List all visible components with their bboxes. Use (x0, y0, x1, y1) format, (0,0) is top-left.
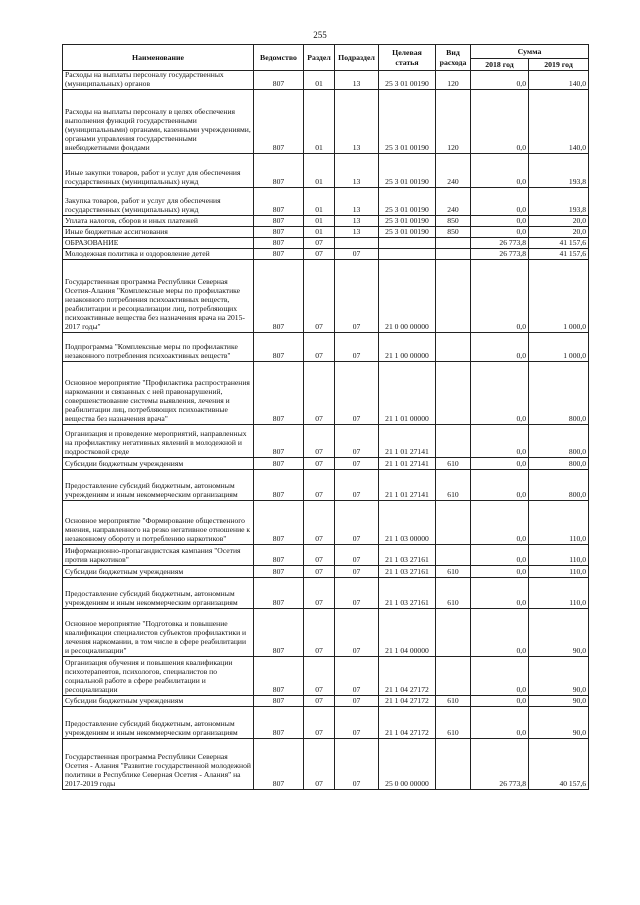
row-name-cell: Предоставление субсидий бюджетным, автономным учреждениям и иным некоммерческим организациям (63, 470, 254, 501)
row-subsection-cell: 07 (335, 566, 379, 578)
row-target-cell: 25 0 00 00000 (379, 739, 436, 790)
row-expense-type-cell: 610 (436, 458, 471, 470)
row-subsection-cell: 07 (335, 707, 379, 739)
row-dept-cell: 807 (254, 696, 304, 707)
row-subsection-cell: 07 (335, 362, 379, 425)
row-2018-cell: 0,0 (471, 188, 529, 216)
row-section-cell: 07 (304, 501, 335, 545)
table-row (63, 90, 589, 154)
table-row (63, 470, 589, 501)
row-name-cell: Основное мероприятие "Подготовка и повышение квалификации специалистов субъектов профилактики и лечения наркомании, в том числе в сфере реабилитации и ресоциализации" (63, 609, 254, 657)
row-expense-type-cell: 610 (436, 707, 471, 739)
header-subsection: Подраздел (335, 45, 379, 71)
row-section-cell: 07 (304, 739, 335, 790)
row-dept-cell: 807 (254, 501, 304, 545)
row-expense-type-cell: 120 (436, 90, 471, 154)
row-2018-cell: 0,0 (471, 609, 529, 657)
row-2019-cell: 140,0 (529, 71, 589, 90)
header-section: Раздел (304, 45, 335, 71)
row-2019-cell: 800,0 (529, 458, 589, 470)
row-name-cell: Основное мероприятие "Профилактика распространения наркомании и связанных с ней правонарушений, совершенствование системы выявления, лечения и реабилитации лиц, потребляющих психоактивные вещества без назначения врача" (63, 362, 254, 425)
row-subsection-cell: 07 (335, 333, 379, 362)
row-dept-cell: 807 (254, 470, 304, 501)
row-target-cell (379, 238, 436, 249)
row-dept-cell: 807 (254, 260, 304, 333)
header-2019: 2019 год (529, 59, 589, 71)
row-name-cell: Молодежная политика и оздоровление детей (63, 249, 254, 260)
row-2019-cell: 20,0 (529, 227, 589, 238)
row-section-cell: 01 (304, 188, 335, 216)
header-sum: Сумма (471, 45, 589, 59)
row-expense-type-cell: 240 (436, 154, 471, 188)
row-expense-type-cell (436, 362, 471, 425)
row-subsection-cell: 13 (335, 227, 379, 238)
row-name-cell: Государственная программа Республики Северная Осетия-Алания "Комплексные меры по профилактике незаконного потребления психоактивных веществ, реабилитации и ресоциализации лиц, потребляющих психоактивные вещества без назначения врача на 2015-2017 годы" (63, 260, 254, 333)
row-section-cell: 01 (304, 71, 335, 90)
row-name-cell: ОБРАЗОВАНИЕ (63, 238, 254, 249)
row-name-cell: Расходы на выплаты персоналу государственных (муниципальных) органов (63, 71, 254, 90)
row-subsection-cell: 07 (335, 609, 379, 657)
row-2019-cell: 800,0 (529, 362, 589, 425)
row-dept-cell: 807 (254, 458, 304, 470)
table-row (63, 739, 589, 790)
row-2019-cell: 110,0 (529, 501, 589, 545)
row-2018-cell: 0,0 (471, 362, 529, 425)
header-name: Наименование (63, 45, 254, 71)
row-subsection-cell: 07 (335, 657, 379, 696)
row-target-cell: 25 3 01 00190 (379, 154, 436, 188)
row-target-cell: 21 1 01 27141 (379, 425, 436, 458)
row-expense-type-cell (436, 260, 471, 333)
row-target-cell: 21 1 04 27172 (379, 707, 436, 739)
row-dept-cell: 807 (254, 71, 304, 90)
row-expense-type-cell (436, 739, 471, 790)
row-section-cell: 07 (304, 260, 335, 333)
row-subsection-cell: 13 (335, 71, 379, 90)
row-target-cell (379, 249, 436, 260)
row-2019-cell: 90,0 (529, 696, 589, 707)
row-expense-type-cell: 850 (436, 227, 471, 238)
page-number: 255 (313, 30, 327, 40)
row-2019-cell: 800,0 (529, 425, 589, 458)
row-target-cell: 21 1 03 00000 (379, 501, 436, 545)
header-dept: Ведомство (254, 45, 304, 71)
header-target: Целевая статья (379, 45, 436, 71)
row-expense-type-cell: 610 (436, 470, 471, 501)
row-name-cell: Государственная программа Республики Северная Осетия - Алания "Развитие государственной молодежной политики в Республике Северная Осетия - Алания" на 2017-2019 годы (63, 739, 254, 790)
budget-table (62, 44, 589, 790)
table-row (63, 216, 589, 227)
row-2018-cell: 26 773,8 (471, 739, 529, 790)
row-subsection-cell: 07 (335, 578, 379, 609)
table-row (63, 154, 589, 188)
row-expense-type-cell: 850 (436, 216, 471, 227)
row-2019-cell: 1 000,0 (529, 260, 589, 333)
row-target-cell: 25 3 01 00190 (379, 71, 436, 90)
row-2019-cell: 90,0 (529, 609, 589, 657)
row-subsection-cell: 13 (335, 90, 379, 154)
row-target-cell: 21 1 04 27172 (379, 696, 436, 707)
row-subsection-cell: 07 (335, 249, 379, 260)
row-section-cell: 01 (304, 216, 335, 227)
row-2019-cell: 90,0 (529, 657, 589, 696)
row-target-cell: 25 3 01 00190 (379, 90, 436, 154)
row-target-cell: 21 1 04 27172 (379, 657, 436, 696)
row-2018-cell: 0,0 (471, 707, 529, 739)
row-2019-cell: 800,0 (529, 470, 589, 501)
table-row (63, 501, 589, 545)
row-2019-cell: 41 157,6 (529, 238, 589, 249)
row-subsection-cell (335, 238, 379, 249)
row-dept-cell: 807 (254, 657, 304, 696)
row-dept-cell: 807 (254, 707, 304, 739)
row-2018-cell: 0,0 (471, 333, 529, 362)
row-name-cell: Иные закупки товаров, работ и услуг для обеспечения государственных (муниципальных) нужд (63, 154, 254, 188)
row-2019-cell: 41 157,6 (529, 249, 589, 260)
header-expense-type: Вид расхода (436, 45, 471, 71)
row-target-cell: 25 3 01 00190 (379, 216, 436, 227)
row-name-cell: Субсидии бюджетным учреждениям (63, 566, 254, 578)
row-target-cell: 25 3 01 00190 (379, 227, 436, 238)
row-name-cell: Подпрограмма "Комплексные меры по профилактике незаконного потребления психоактивных веществ" (63, 333, 254, 362)
row-expense-type-cell (436, 333, 471, 362)
row-subsection-cell: 07 (335, 501, 379, 545)
row-2019-cell: 110,0 (529, 566, 589, 578)
row-target-cell: 21 1 04 00000 (379, 609, 436, 657)
row-subsection-cell: 07 (335, 545, 379, 566)
table-row (63, 609, 589, 657)
row-name-cell: Иные бюджетные ассигнования (63, 227, 254, 238)
row-2019-cell: 20,0 (529, 216, 589, 227)
row-2018-cell: 0,0 (471, 545, 529, 566)
row-2018-cell: 0,0 (471, 578, 529, 609)
row-expense-type-cell (436, 657, 471, 696)
row-expense-type-cell (436, 425, 471, 458)
row-subsection-cell: 07 (335, 260, 379, 333)
row-dept-cell: 807 (254, 333, 304, 362)
table-row (63, 458, 589, 470)
row-section-cell: 07 (304, 470, 335, 501)
header-2018: 2018 год (471, 59, 529, 71)
row-name-cell: Информационно-пропагандистская кампания "Осетия против наркотиков" (63, 545, 254, 566)
row-section-cell: 07 (304, 696, 335, 707)
row-subsection-cell: 13 (335, 154, 379, 188)
row-expense-type-cell: 610 (436, 696, 471, 707)
row-2018-cell: 0,0 (471, 71, 529, 90)
row-2019-cell: 1 000,0 (529, 333, 589, 362)
row-2019-cell: 110,0 (529, 545, 589, 566)
row-subsection-cell: 13 (335, 216, 379, 227)
row-dept-cell: 807 (254, 425, 304, 458)
row-target-cell: 21 0 00 00000 (379, 260, 436, 333)
row-section-cell: 01 (304, 90, 335, 154)
row-subsection-cell: 07 (335, 696, 379, 707)
table-row (63, 260, 589, 333)
row-name-cell: Организация и проведение мероприятий, направленных на профилактику негативных явлений в молодежной и подростковой среде (63, 425, 254, 458)
table-row (63, 227, 589, 238)
row-2018-cell: 0,0 (471, 90, 529, 154)
row-target-cell: 21 1 00 00000 (379, 333, 436, 362)
row-section-cell: 07 (304, 566, 335, 578)
row-target-cell: 21 1 03 27161 (379, 578, 436, 609)
row-section-cell: 07 (304, 458, 335, 470)
table-row (63, 362, 589, 425)
table-row (63, 566, 589, 578)
row-subsection-cell: 07 (335, 739, 379, 790)
row-expense-type-cell (436, 545, 471, 566)
row-2018-cell: 0,0 (471, 501, 529, 545)
row-section-cell: 07 (304, 578, 335, 609)
table-row (63, 71, 589, 90)
row-target-cell: 21 1 03 27161 (379, 545, 436, 566)
row-expense-type-cell: 610 (436, 566, 471, 578)
row-section-cell: 07 (304, 707, 335, 739)
row-expense-type-cell (436, 609, 471, 657)
row-subsection-cell: 07 (335, 425, 379, 458)
row-target-cell: 21 1 01 27141 (379, 470, 436, 501)
row-2018-cell: 0,0 (471, 657, 529, 696)
row-dept-cell: 807 (254, 739, 304, 790)
row-expense-type-cell (436, 249, 471, 260)
row-dept-cell: 807 (254, 578, 304, 609)
row-section-cell: 07 (304, 425, 335, 458)
row-subsection-cell: 07 (335, 458, 379, 470)
table-row (63, 333, 589, 362)
row-name-cell: Субсидии бюджетным учреждениям (63, 696, 254, 707)
row-name-cell: Уплата налогов, сборов и иных платежей (63, 216, 254, 227)
row-dept-cell: 807 (254, 227, 304, 238)
row-2018-cell: 26 773,8 (471, 238, 529, 249)
row-2018-cell: 0,0 (471, 260, 529, 333)
row-target-cell: 21 1 01 27141 (379, 458, 436, 470)
row-2018-cell: 0,0 (471, 216, 529, 227)
row-dept-cell: 807 (254, 238, 304, 249)
row-2019-cell: 193,8 (529, 154, 589, 188)
row-2018-cell: 0,0 (471, 458, 529, 470)
row-target-cell: 21 1 01 00000 (379, 362, 436, 425)
row-expense-type-cell: 240 (436, 188, 471, 216)
row-2018-cell: 0,0 (471, 154, 529, 188)
row-name-cell: Организация обучения и повышения квалификации психотерапевтов, психологов, специалистов по социальной работе в сфере реабилитации и ресоциализации (63, 657, 254, 696)
row-2018-cell: 0,0 (471, 425, 529, 458)
row-name-cell: Расходы на выплаты персоналу в целях обеспечения выполнения функций государственными (муниципальными) органами, казенными учреждениями, органами управления государственными внебюджетными фондами (63, 90, 254, 154)
row-section-cell: 07 (304, 333, 335, 362)
row-section-cell: 07 (304, 249, 335, 260)
row-2019-cell: 40 157,6 (529, 739, 589, 790)
row-dept-cell: 807 (254, 609, 304, 657)
row-2019-cell: 193,8 (529, 188, 589, 216)
row-expense-type-cell (436, 238, 471, 249)
row-target-cell: 25 3 01 00190 (379, 188, 436, 216)
row-name-cell: Предоставление субсидий бюджетным, автономным учреждениям и иным некоммерческим организациям (63, 707, 254, 739)
row-name-cell: Предоставление субсидий бюджетным, автономным учреждениям и иным некоммерческим организациям (63, 578, 254, 609)
row-subsection-cell: 13 (335, 188, 379, 216)
row-2018-cell: 0,0 (471, 696, 529, 707)
row-dept-cell: 807 (254, 154, 304, 188)
row-dept-cell: 807 (254, 566, 304, 578)
row-2018-cell: 26 773,8 (471, 249, 529, 260)
row-expense-type-cell (436, 501, 471, 545)
table-row (63, 696, 589, 707)
row-expense-type-cell: 610 (436, 578, 471, 609)
row-dept-cell: 807 (254, 216, 304, 227)
row-section-cell: 07 (304, 238, 335, 249)
table-row (63, 578, 589, 609)
table-row (63, 425, 589, 458)
row-subsection-cell: 07 (335, 470, 379, 501)
row-2018-cell: 0,0 (471, 227, 529, 238)
row-name-cell: Закупка товаров, работ и услуг для обеспечения государственных (муниципальных) нужд (63, 188, 254, 216)
row-target-cell: 21 1 03 27161 (379, 566, 436, 578)
row-2019-cell: 140,0 (529, 90, 589, 154)
row-2018-cell: 0,0 (471, 566, 529, 578)
row-dept-cell: 807 (254, 545, 304, 566)
row-name-cell: Субсидии бюджетным учреждениям (63, 458, 254, 470)
row-section-cell: 01 (304, 227, 335, 238)
row-dept-cell: 807 (254, 90, 304, 154)
row-section-cell: 07 (304, 362, 335, 425)
table-row (63, 188, 589, 216)
table-row (63, 545, 589, 566)
row-section-cell: 07 (304, 609, 335, 657)
row-dept-cell: 807 (254, 188, 304, 216)
row-2019-cell: 110,0 (529, 578, 589, 609)
table-row (63, 707, 589, 739)
row-2019-cell: 90,0 (529, 707, 589, 739)
row-section-cell: 01 (304, 154, 335, 188)
table-row (63, 249, 589, 260)
row-name-cell: Основное мероприятие "Формирование общественного мнения, направленного на резко негативное отношение к незаконному обороту и потреблению наркотиков" (63, 501, 254, 545)
table-row (63, 238, 589, 249)
row-section-cell: 07 (304, 545, 335, 566)
row-2018-cell: 0,0 (471, 470, 529, 501)
row-dept-cell: 807 (254, 249, 304, 260)
table-row (63, 657, 589, 696)
row-dept-cell: 807 (254, 362, 304, 425)
row-section-cell: 07 (304, 657, 335, 696)
row-expense-type-cell: 120 (436, 71, 471, 90)
